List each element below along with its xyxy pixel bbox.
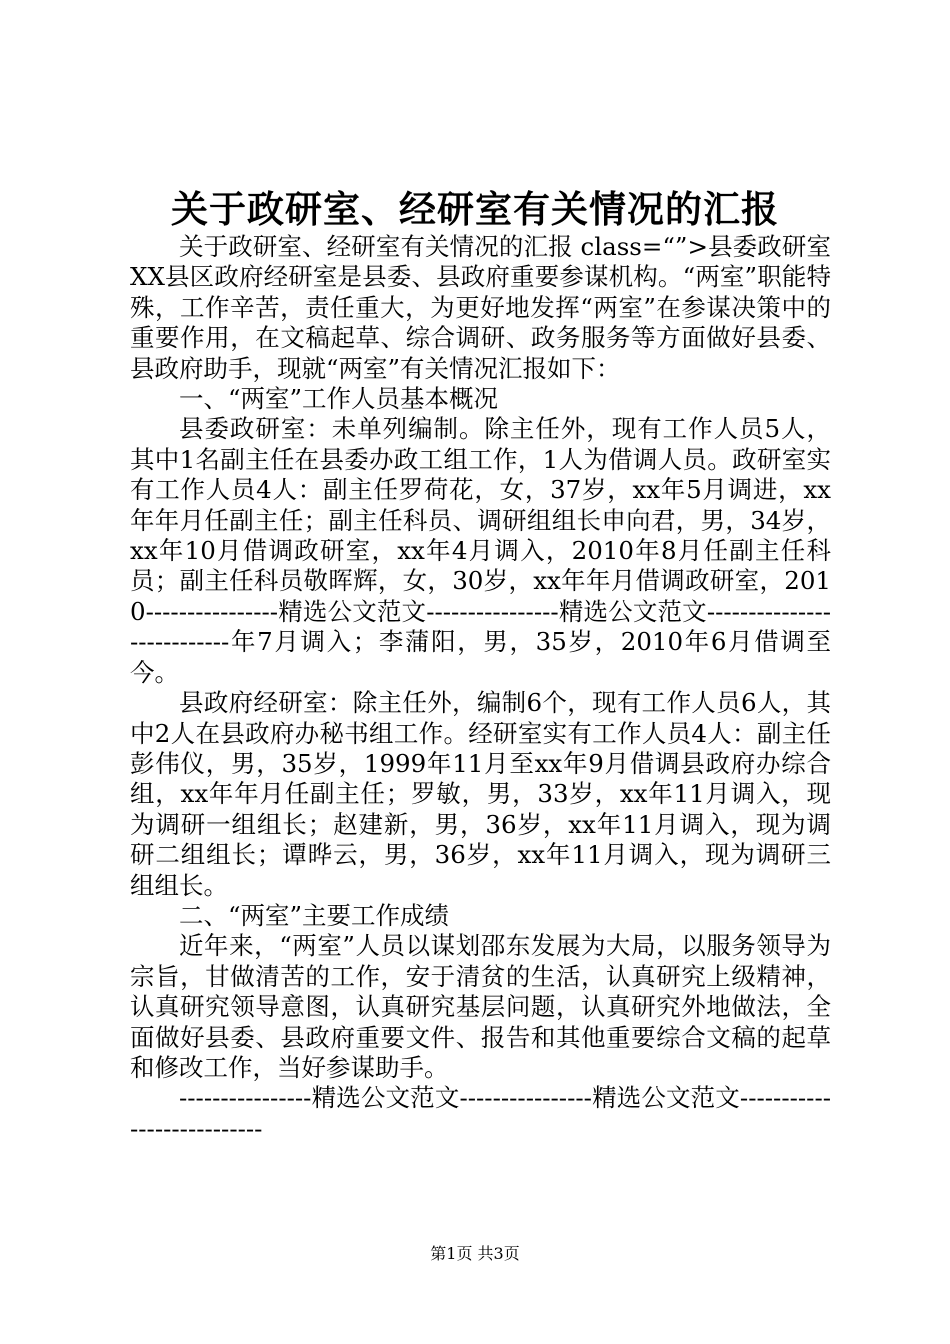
document-title: 关于政研室、经研室有关情况的汇报 [171, 187, 779, 231]
section-heading-2: 二、“两室”主要工作成绩 [179, 900, 450, 930]
document-body [130, 232, 831, 1144]
section-heading-1: 一、“两室”工作人员基本概况 [179, 384, 499, 414]
page-footer: 第1页 共3页 [430, 1244, 520, 1263]
paragraph-economic-office: 县政府经研室：除主任外，编制6个，现有工作人员6人，其中2人在县政府办秘书组工作。经研室实有工作人员4人：副主任彭伟仪，男，35岁，1999年11月至xx年9月借调县政府办综合组，xx年年月任副主任；罗敏，男，33岁，xx年11月调入，现为调研一组组长；赵建新，男，36岁，xx年11月调入，现为调研二组组长；谭晔云，男，36岁，xx年11月调入，现为调研三组组长。 [130, 688, 831, 900]
paragraph-achievements: 近年来，“两室”人员以谋划邵东发展为大局，以服务领导为宗旨，甘做清苦的工作，安于清贫的生活，认真研究上级精神，认真研究领导意图，认真研究基层问题，认真研究外地做法，全面做好县委、县政府重要文件、报告和其他重要综合文稿的起草和修改工作，当好参谋助手。 [130, 931, 831, 1082]
separator-line: ----------------精选公文范文----------------精选公文范文--------------------------- [130, 1083, 831, 1143]
paragraph-policy-office: 县委政研室：未单列编制。除主任外，现有工作人员5人，其中1名副主任在县委办政工组工作，1人为借调人员。政研室实有工作人员4人：副主任罗荷花，女，37岁，xx年5月调进，xx年年月任副主任；副主任科员、调研组组长申向君，男，34岁，xx年10月借调政研室，xx年4月调入，2010年8月任副主任科员；副主任科员敬晖辉，女，30岁，xx年年月借调政研室，2010----------------精选公文范文----------------精选公文范文---------------------------年7月调入；李蒲阳，男，35岁，2010年6月借调至今。 [130, 414, 831, 687]
paragraph-intro: 关于政研室、经研室有关情况的汇报 class=“”>县委政研室XX县区政府经研室是县委、县政府重要参谋机构。“两室”职能特殊，工作辛苦，责任重大，为更好地发挥“两室”在参谋决策中的重要作用，在文稿起草、综合调研、政务服务等方面做好县委、县政府助手，现就“两室”有关情况汇报如下： [130, 232, 831, 383]
